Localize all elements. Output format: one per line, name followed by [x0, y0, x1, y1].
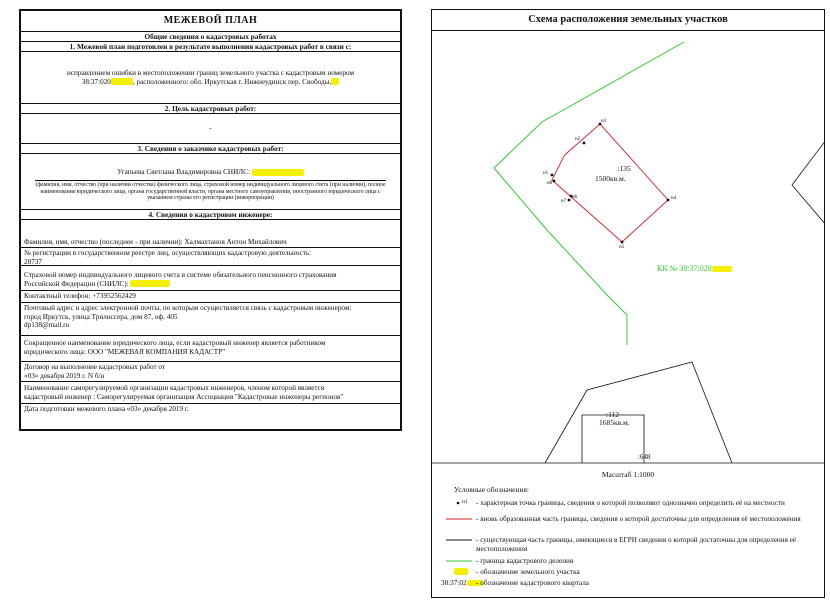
legend-point-text: - характерная точка границы, сведения о которой позволяют однозначно определить её на местности: [476, 499, 785, 507]
sro-line2: кадастровый инженер : Саморегулируемая организация Ассоциация "Кадастровые инженеры регионов": [24, 392, 344, 401]
client-name: Угапьева Светлана Владимировна СНИЛС:: [117, 168, 250, 176]
point-n3-label: н3: [601, 119, 607, 124]
point-n4-marker: [667, 199, 670, 202]
organization-row: [21, 336, 400, 362]
redaction-mark: [111, 78, 133, 85]
point-n7-label: н7: [561, 199, 567, 204]
organization-line2: юридического лица: ООО "МЕЖЕВАЯ КОМПАНИЯ КАДАСТР": [24, 347, 226, 356]
legend-quarter-text: - обозначение кадастрового квартала: [476, 579, 589, 587]
contract-line1: Договор на выполнение кадастровых работ от: [24, 363, 166, 371]
scheme-drawing: [432, 10, 825, 598]
client-note: (фамилия, имя, отчество (при наличии отчества) физического лица, страховой номер индивидуального лицевого счета (при наличии), полное наименование юридического лица, органа государственной власти, органа местного самоуправления, иностранного юридического лица с указанием страны его регистрации (инкорпорации): [35, 182, 386, 202]
section1-line1: исправлением ошибки в местоположении границ земельного участка с кадастровым номером: [66, 69, 355, 77]
new-parcel-boundary: [552, 124, 668, 242]
parcel-135-area: 1500кв.м.: [595, 174, 626, 183]
section1-line2: , расположенного: обл. Иркутская г. Нижнеудинск пер. Свободы,: [132, 77, 332, 86]
section3-content: [21, 154, 400, 210]
point-n4-label: н4: [671, 196, 677, 201]
scheme-title: Схема расположения земельных участков: [432, 10, 824, 31]
redaction-mark: [252, 169, 304, 176]
legend-quarter-code: 38:37:02: [441, 579, 467, 587]
parcel-648-id: :648: [638, 453, 651, 461]
cadastral-division-boundary: [494, 42, 684, 168]
point-n1-marker: [551, 174, 554, 177]
redaction-mark: [331, 78, 339, 85]
point-n6-label: н6: [572, 195, 578, 200]
parcel-layout-scheme: [431, 9, 825, 598]
document-title: МЕЖЕВОЙ ПЛАН: [21, 11, 400, 32]
sro-line1: Наименование саморегулируемой организации кадастровых инженеров, членом которой является: [24, 384, 325, 392]
redaction-mark: [130, 280, 170, 287]
legend-point-label: н1: [462, 499, 468, 505]
registry-label: № регистрации в государственном реестре лиц, осуществляющих кадастровую деятельность:: [24, 249, 312, 257]
point-n5-marker: [621, 241, 624, 244]
point-n8-label: н8: [547, 181, 553, 186]
section1-cadastral-number: 38:37:020: [81, 77, 111, 86]
legend-title: Условные обозначения:: [454, 485, 530, 494]
legend-point-symbol: [457, 502, 460, 505]
registry-row: [21, 248, 400, 266]
parcel-112-id: :112: [606, 410, 620, 419]
snils-line1: Страховой номер индивидуального лицевого счета в системе обязательного пенсионного страхования: [24, 271, 337, 279]
section2-content: [21, 114, 400, 144]
point-n2-marker: [583, 142, 586, 145]
point-n8-marker: [553, 180, 556, 183]
legend-red-text: - вновь образованная часть границы, сведения о которой достаточны для определения её местоположения: [476, 515, 801, 523]
organization-line1: Сокращенное наименование юридического лица, если кадастровый инженер является работником: [24, 339, 326, 347]
address-line1: Почтовый адрес и адрес электронной почты, по которым осуществляется связь с кадастровым инженером:: [24, 304, 352, 312]
snils-row: [21, 266, 400, 291]
section1-content: [21, 52, 400, 104]
sro-row: [21, 382, 400, 404]
parcel-112-area: 1685кв.м.: [599, 418, 630, 427]
address-row: [21, 303, 400, 336]
point-n1-label: н1: [543, 171, 549, 176]
section3-header: 3. Сведения о заказчике кадастровых работ:: [21, 144, 400, 154]
cadastral-division-boundary: [494, 168, 627, 345]
legend-green-text: - граница кадастрового деления: [476, 557, 574, 565]
section2-value: -: [209, 124, 212, 132]
engineer-name: Фамилия, имя, отчество (последнее - при наличии): Халмахтанов Антон Михайлович: [24, 237, 287, 246]
point-n5-label: н5: [619, 245, 625, 250]
boundary-plan-document: [19, 9, 402, 431]
section4-header: 4. Сведения о кадастровом инженере:: [21, 210, 400, 220]
point-n2-label: н2: [575, 137, 581, 142]
existing-boundary: [545, 362, 732, 463]
address-line3: dp138@mail.ru: [24, 321, 70, 329]
engineer-name-row: [21, 220, 400, 248]
registry-number: 28737: [24, 257, 42, 266]
section1-header: 1. Межевой план подготовлен в результате выполнения кадастровых работ в связи с:: [21, 42, 400, 52]
legend-parcel-text: - обозначение земельного участка: [476, 568, 580, 576]
snils-line2: Российской Федерации (СНИЛС):: [24, 279, 129, 288]
phone: Контактный телефон: +73952562429: [24, 292, 136, 300]
cadastral-quarter-label: КК № 38:37:020: [657, 264, 712, 273]
phone-row: [21, 291, 400, 303]
general-info-header: Общие сведения о кадастровых работах: [21, 32, 400, 42]
address-line2: город Иркутск, улица Трилиссера, дом 87, оф. 405: [24, 312, 178, 321]
parcel-135-id: :135: [617, 164, 631, 173]
map-scale: Масштаб 1:1000: [601, 470, 655, 479]
legend-black-text: - существующая часть границы, имеющиеся в ЕГРН сведения о которой достаточны для определения её местоположения: [476, 536, 797, 553]
point-n7-marker: [568, 199, 571, 202]
legend-parcel-symbol: [454, 568, 468, 575]
contract-line2: «03» декабря 2019 г. N б/н: [24, 371, 105, 380]
contract-row: [21, 362, 400, 382]
existing-boundary: [792, 140, 825, 225]
section2-header: 2. Цель кадастровых работ:: [21, 104, 400, 114]
date-row: [21, 404, 400, 417]
preparation-date: Дата подготовки межевого плана «03» декабря 2019 г.: [24, 405, 189, 413]
redaction-mark: [712, 266, 732, 272]
